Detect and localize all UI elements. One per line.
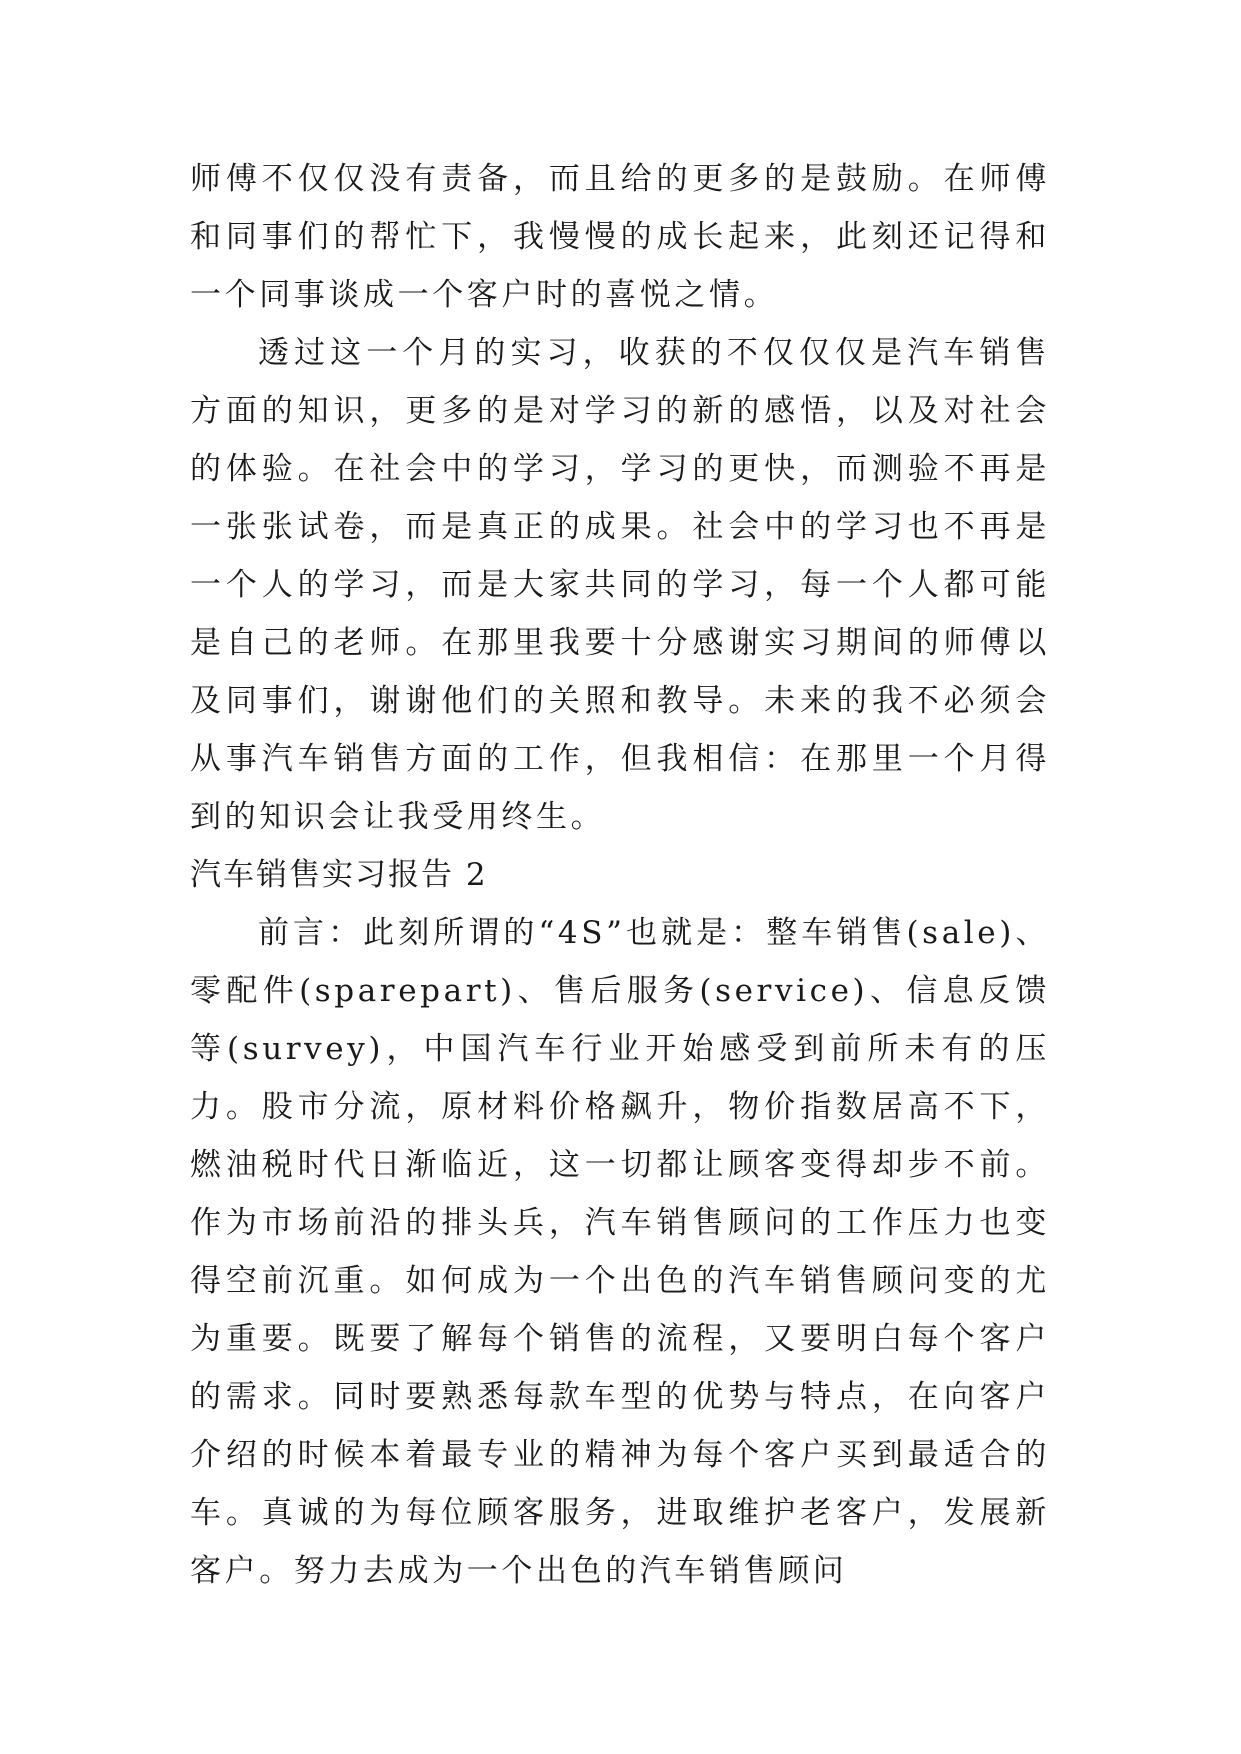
paragraph-internship-reflection: 透过这一个月的实习，收获的不仅仅仅是汽车销售方面的知识，更多的是对学习的新的感悟，以及对社会的体验。在社会中的学习，学习的更快，而测验不再是一张张试卷，而是真正的成果。社会中的学习也不再是一个人的学习，而是大家共同的学习，每一个人都可能是自己的老师。在那里我要十分感谢实习期间的师傅以及同事们，谢谢他们的关照和教导。未来的我不必须会从事汽车销售方面的工作，但我相信：在那里一个月得到的知识会让我受用终生。 xyxy=(190,335,1050,835)
paragraph-continuation: 师傅不仅仅没有责备，而且给的更多的是鼓励。在师傅和同事们的帮忙下，我慢慢的成长起来，此刻还记得和一个同事谈成一个客户时的喜悦之情。 xyxy=(190,161,1050,313)
paragraph-preface: 前言：此刻所谓的“4S”也就是：整车销售(sale)、零配件(sparepart)、售后服务(service)、信息反馈等(survey)，中国汽车行业开始感受到前所未有的压力。股市分流，原材料价格飙升，物价指数居高不下，燃油税时代日渐临近，这一切都让顾客变得却步不前。作为市场前沿的排头兵，汽车销售顾问的工作压力也变得空前沉重。如何成为一个出色的汽车销售顾问变的尤为重要。既要了解每个销售的流程，又要明白每个客户的需求。同时要熟悉每款车型的优势与特点，在向客户介绍的时候本着最专业的精神为每个客户买到最适合的车。真诚的为每位顾客服务，进取维护老客户，发展新客户。努力去成为一个出色的汽车销售顾问 xyxy=(190,915,1050,1589)
report-section-heading: 汽车销售实习报告 2 xyxy=(190,857,488,893)
document-body xyxy=(190,150,1050,1600)
